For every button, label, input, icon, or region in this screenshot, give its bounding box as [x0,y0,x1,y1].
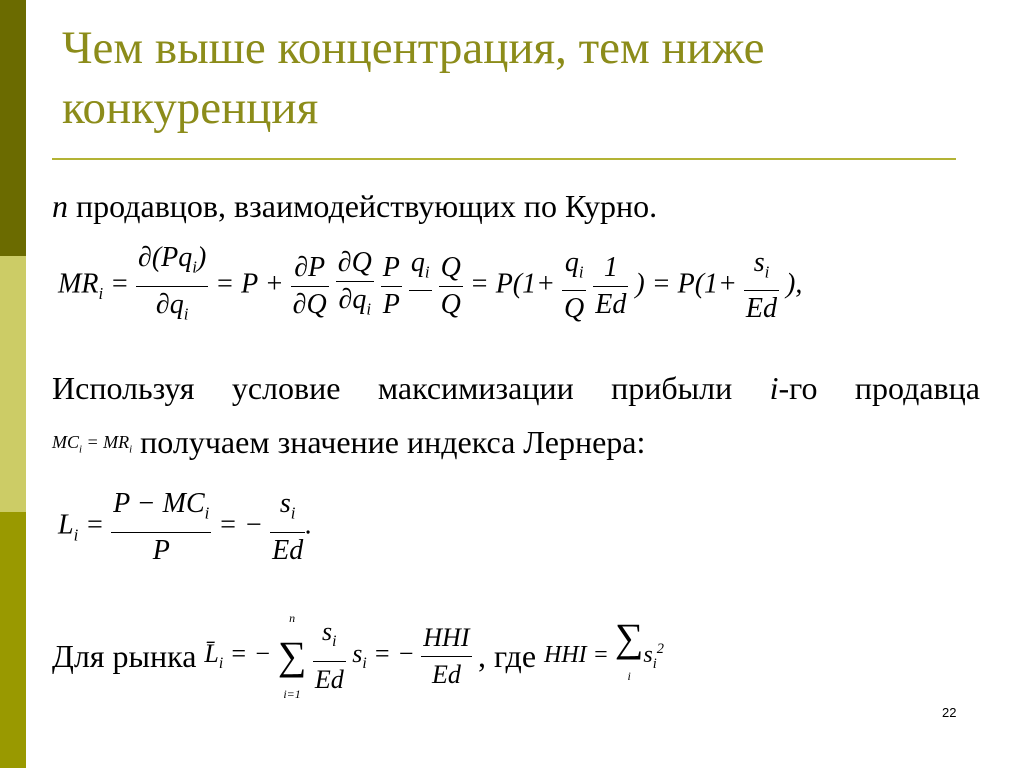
mr-fraction-8: $\frac{1}{Ed}$ [593,250,628,323]
lerner-fraction-1: $\frac{P - MC_i}{P}$ [111,486,211,569]
title-line-2: конкуренция [62,82,319,134]
slide-title [62,18,962,138]
i-suffix: -го [778,370,818,406]
mr-fraction-5: $q_i$ [409,245,432,328]
market-fraction-2: $\frac{\text{HHI}}{Ed}$ [421,620,471,693]
intro-line [52,188,657,224]
word-4: прибыли [611,370,733,406]
sum-symbol-1: n ∑ i=1 [277,611,307,701]
where-text: , где [478,638,537,674]
hhi-formula: HHI = ∑ i $s_i^2$ [544,642,664,668]
intro-text: продавцов, взаимодействующих по Курно. [68,188,658,224]
title-line-1: Чем выше концентрация, тем ниже [62,22,765,74]
mc-equals-mr: $MC_i = MR_i$ [52,432,133,456]
lerner-period: . [305,509,313,541]
word-last: продавца [854,370,980,406]
profit-line-2-text: получаем значение индекса Лернера: [140,424,646,461]
mr-fraction-2: $\frac{\partial P}{\partial Q}$ [291,250,329,323]
lerner-formula: $L_i$ = $\frac{P - MC_i}{P}$ = − $\frac{s_i}{Ed}$ . [58,486,312,569]
word-1: Используя [52,370,195,406]
word-2: условие [231,370,341,406]
market-lerner-formula: $L̄_i$ = − n ∑ i=1 $\frac{s_i}{Ed}$ $s_i$ = − $\frac{\text{HHI}}{Ed}$ [204,639,478,668]
left-stripe-middle [0,256,26,512]
mr-fraction-7: $\frac{q_i}{Q}$ [562,245,586,328]
i-variable: i [769,370,779,406]
lerner-fraction-2: $\frac{s_i}{Ed}$ [270,486,305,569]
mr-fraction-1: $\frac{\partial(Pq_i)}{\partial q_i}$ [136,240,208,332]
mr-fraction-4: $\frac{P}{P}$ [381,250,402,323]
left-stripe-bottom [0,512,26,768]
profit-line-2 [52,424,645,468]
mr-fraction-6: $\frac{Q}{Q}$ [439,250,463,323]
word-i-th [770,370,818,406]
mr-fraction-3: $\frac{\partial Q}{\partial q_i}$ [336,245,374,328]
market-text: Для рынка [52,638,197,674]
word-3: максимизации [377,370,574,406]
intro-variable: n [52,188,68,224]
market-fraction-1: $\frac{s_i}{Ed}$ [313,614,346,697]
mr-fraction-9: $\frac{s_i}{Ed}$ [744,245,779,328]
mr-comma: , [795,268,803,300]
slide-number: 22 [942,705,957,720]
mr-formula: $MR_i$ = $\frac{\partial(Pq_i)}{\partial q_i}$ = P + $\frac{\partial P}{\partial Q}$ $\frac{\partial Q}{\partial q_i}$ $\frac{P}{P}$ $q_i$ $\frac{Q}{Q}$ = P(1+ $\frac{q_i}{Q}$ $\frac{1}{Ed}$ ) = P(1+ $\frac{s_i}{Ed}$ ), [58,240,802,332]
title-underline [52,158,956,160]
profit-line-1 [52,370,980,406]
left-stripe-top [0,0,26,256]
sum-symbol-2: ∑ i [614,615,644,683]
market-line [52,600,664,712]
